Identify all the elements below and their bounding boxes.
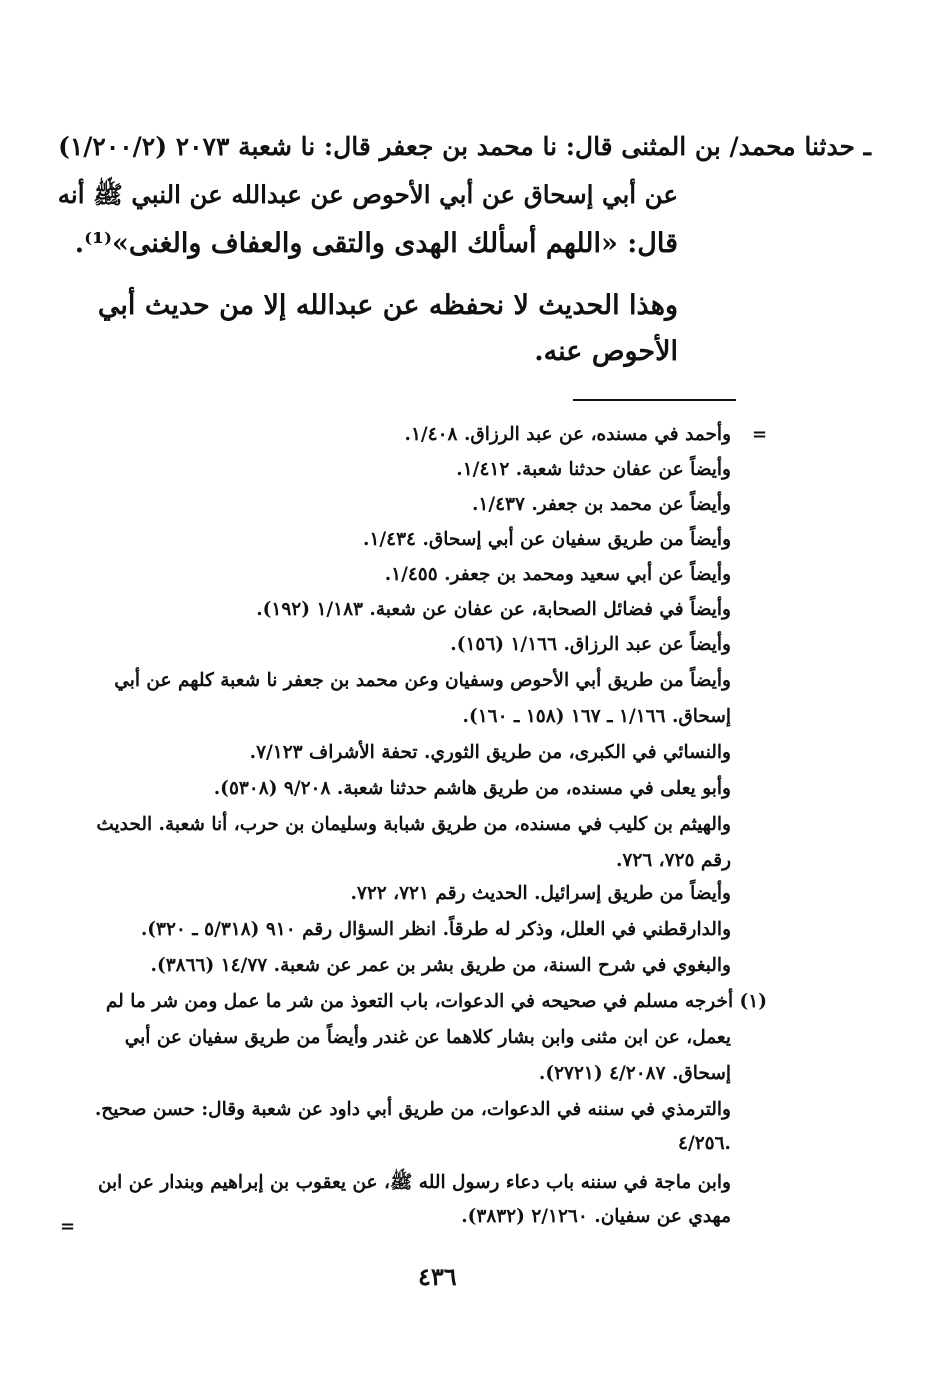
hadith-isnad: ـ حدثنا محمد/ بن المثنى قال: نا محمد بن جعفر قال: نا شعبة xyxy=(238,132,871,161)
footnote-separator xyxy=(573,399,736,401)
page-number: ٤٣٦ xyxy=(418,1262,457,1291)
footnote-line: وابن ماجة في سننه باب دعاء رسول الله ﷺ، عن يعقوب بن إبراهيم وبندار عن ابن xyxy=(97,1172,731,1193)
footnote-line: وأيضاً عن عبد الرزاق. ١/١٦٦ (١٥٦). xyxy=(450,634,731,655)
footnote-line: وأحمد في مسنده، عن عبد الرزاق. ١/٤٠٨. xyxy=(404,424,731,445)
footnote-line: وأيضاً من طريق سفيان عن أبي إسحاق. ١/٤٣٤. xyxy=(363,529,731,550)
hadith-text-line: عن أبي إسحاق عن أبي الأحوص عن عبدالله عن النبي ﷺ أنه xyxy=(57,180,678,209)
footnote-line: والنسائي في الكبرى، من طريق الثوري. تحفة الأشراف ٧/١٢٣. xyxy=(249,742,731,763)
source-reference: (١/٢٠٠/٢) xyxy=(58,132,168,161)
footnote-line: ٤/٢٥٦. xyxy=(678,1133,731,1154)
commentary-line: الأحوص عنه. xyxy=(534,336,678,367)
hadith-heading-line xyxy=(58,132,871,161)
hadith-number: ٢٠٧٣ xyxy=(175,132,230,161)
continuation-mark: = xyxy=(752,424,768,445)
footnote-line: وأيضاً عن أبي سعيد ومحمد بن جعفر. ١/٤٥٥. xyxy=(384,564,731,585)
footnote-line: وأيضاً من طريق أبي الأحوص وسفيان وعن محمد بن جعفر نا شعبة كلهم عن أبي xyxy=(114,670,731,691)
footnote-line: يعمل، عن ابن مثنى وابن بشار كلاهما عن غندر وأيضاً من طريق سفيان عن أبي xyxy=(124,1027,731,1048)
footnote-line: وأبو يعلى في مسنده، من طريق هاشم حدثنا شعبة. ٩/٢٠٨ (٥٣٠٨). xyxy=(213,778,731,799)
commentary-line: وهذا الحديث لا نحفظه عن عبدالله إلا من حديث أبي xyxy=(97,290,678,321)
footnote-line: مهدي عن سفيان. ٢/١٢٦٠ (٣٨٣٢). xyxy=(461,1206,731,1227)
continuation-end-mark: = xyxy=(60,1216,76,1237)
footnote-line: والبغوي في شرح السنة، من طريق بشر بن عمر عن شعبة. ١٤/٧٧ (٣٨٦٦). xyxy=(150,955,731,976)
footnote-line: وأيضاً عن عفان حدثنا شعبة. ١/٤١٢. xyxy=(456,459,731,480)
footnote-line: وأيضاً عن محمد بن جعفر. ١/٤٣٧. xyxy=(471,494,731,515)
hadith-text-line: قال: «اللهم أسألك الهدى والتقى والعفاف والغنى»⁽¹⁾. xyxy=(74,228,678,259)
footnote-line: والدارقطني في العلل، وذكر له طرقاً. انظر السؤال رقم ٩١٠ (٥/٣١٨ ـ ٣٢٠). xyxy=(140,919,731,940)
footnote-line: رقم ٧٢٥، ٧٢٦. xyxy=(615,850,731,871)
footnote-line: إسحاق. ٤/٢٠٨٧ (٢٧٢١). xyxy=(538,1063,731,1084)
footnote-line: وأيضاً من طريق إسرائيل. الحديث رقم ٧٢١، ٧٢٢. xyxy=(350,883,731,904)
footnote-line: والهيثم بن كليب في مسنده، من طريق شبابة وسليمان بن حرب، أنا شعبة. الحديث xyxy=(96,814,731,835)
footnote-line: وأيضاً في فضائل الصحابة، عن عفان عن شعبة. ١/١٨٣ (١٩٢). xyxy=(256,599,731,620)
footnote-line: (١) أخرجه مسلم في صحيحه في الدعوات، باب التعوذ من شر ما عمل ومن شر ما لم xyxy=(105,991,767,1012)
footnote-line: والترمذي في سننه في الدعوات، من طريق أبي داود عن شعبة وقال: حسن صحيح. xyxy=(94,1099,731,1120)
footnote-line: إسحاق. ١/١٦٦ ـ ١٦٧ (١٥٨ ـ ١٦٠). xyxy=(462,706,731,727)
